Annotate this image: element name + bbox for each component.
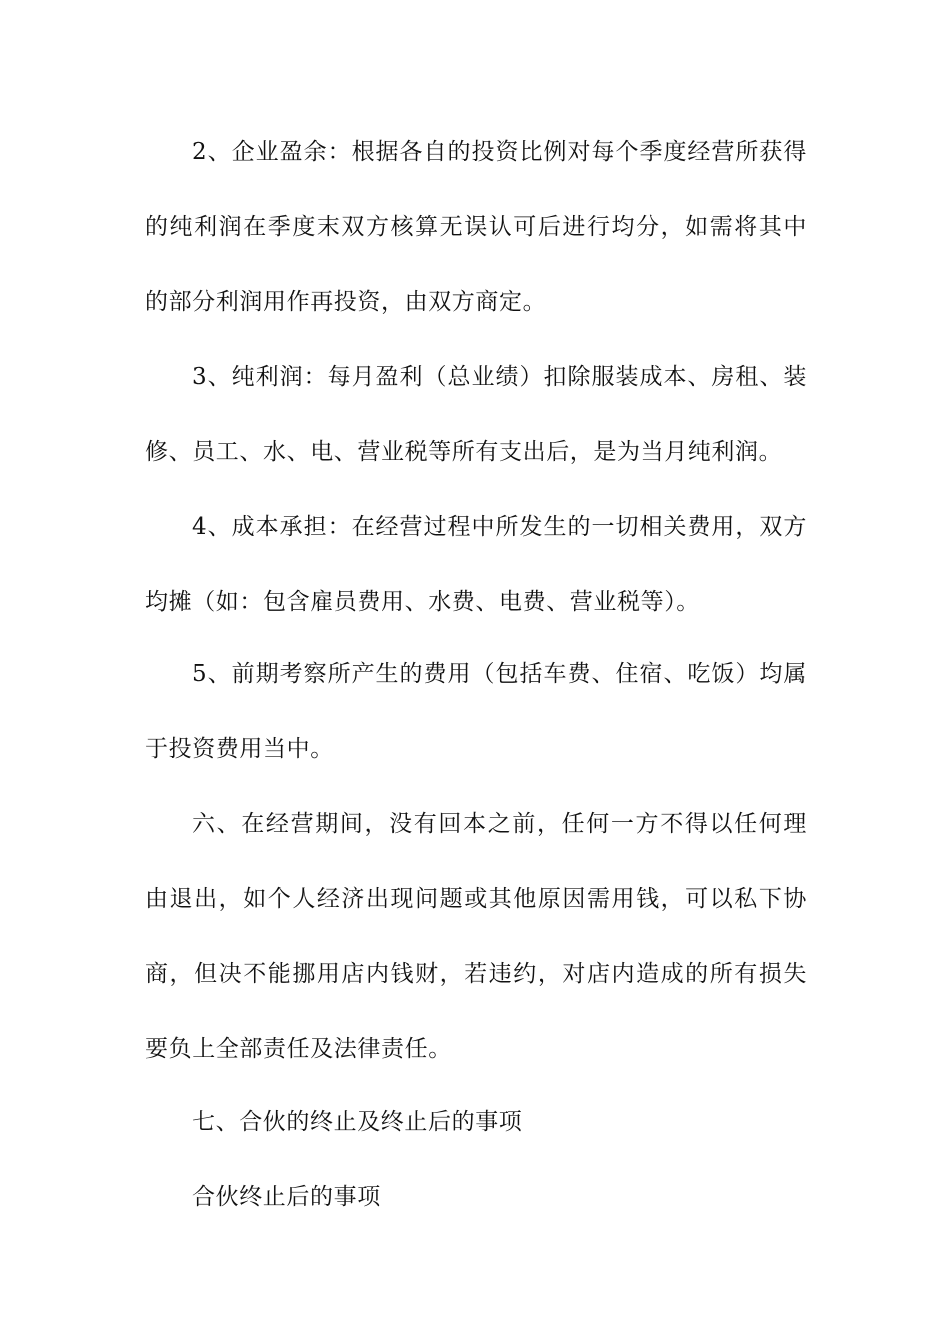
paragraph-line: 5、前期考察所产生的费用（包括车费、住宿、吃饭）均属: [192, 661, 807, 687]
paragraph-line: 修、员工、水、电、营业税等所有支出后，是为当月纯利润。: [145, 439, 783, 465]
subsection-heading: 合伙终止后的事项: [192, 1184, 381, 1210]
paragraph-line: 由退出，如个人经济出现问题或其他原因需用钱，可以私下协: [145, 886, 807, 912]
paragraph-line: 2、企业盈余：根据各自的投资比例对每个季度经营所获得: [192, 139, 807, 165]
paragraph-line: 六、在经营期间，没有回本之前，任何一方不得以任何理: [192, 811, 807, 837]
paragraph-line: 要负上全部责任及法律责任。: [145, 1036, 452, 1062]
paragraph-line: 商，但决不能挪用店内钱财，若违约，对店内造成的所有损失: [145, 961, 807, 987]
paragraph-line: 均摊（如：包含雇员费用、水费、电费、营业税等）。: [145, 589, 700, 615]
paragraph-line: 4、成本承担：在经营过程中所发生的一切相关费用，双方: [192, 514, 807, 540]
paragraph-line: 的部分利润用作再投资，由双方商定。: [145, 289, 547, 315]
paragraph-line: 3、纯利润：每月盈利（总业绩）扣除服装成本、房租、装: [192, 364, 807, 390]
paragraph-line: 于投资费用当中。: [145, 736, 334, 762]
paragraph-line: 的纯利润在季度末双方核算无误认可后进行均分，如需将其中: [145, 214, 807, 240]
section-heading: 七、合伙的终止及终止后的事项: [192, 1109, 523, 1135]
